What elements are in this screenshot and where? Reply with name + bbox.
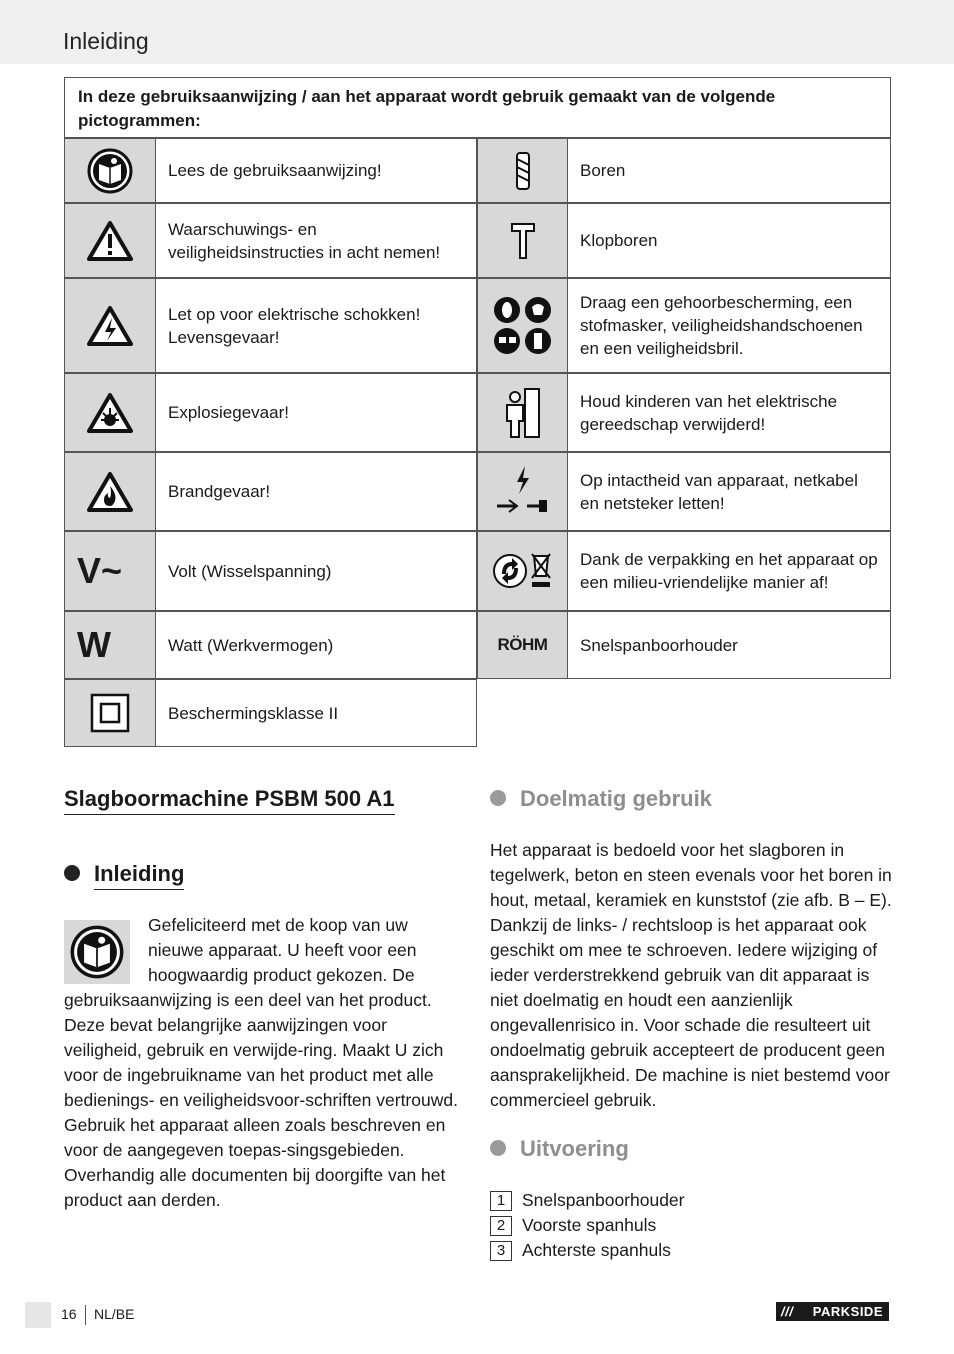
- table-row: [64, 452, 891, 531]
- divider: [85, 1305, 86, 1325]
- use-heading: Doelmatig gebruik: [490, 786, 712, 812]
- language-code: NL/BE: [94, 1306, 135, 1322]
- page-title: Inleiding: [63, 28, 149, 54]
- page-header: [0, 0, 954, 64]
- list-item: Dank de verpakking en het apparaat op een milieu-vriendelijke manier af!: [567, 531, 891, 611]
- electric-shock-icon: [64, 278, 156, 373]
- drill-bit-icon: [477, 138, 568, 203]
- list-item: Boren: [567, 138, 891, 203]
- protective-gear-icon: [477, 278, 568, 373]
- table-row: [64, 373, 891, 452]
- spec-list: [490, 1188, 685, 1263]
- list-item: Explosiegevaar!: [155, 373, 477, 452]
- brand-logo: /// PARKSIDE: [776, 1302, 889, 1321]
- table-row: [64, 531, 891, 611]
- list-item: Beschermingsklasse II: [155, 679, 477, 747]
- bullet-icon: [490, 1140, 506, 1156]
- list-item: 3 Achterste spanhuls: [490, 1238, 685, 1263]
- product-title: Slagboormachine PSBM 500 A1: [64, 786, 395, 812]
- table-row: [64, 138, 891, 203]
- footer-marker: [25, 1302, 51, 1328]
- page-number: 16: [61, 1306, 77, 1322]
- bullet-icon: [490, 790, 506, 806]
- list-item: Snelspanboorhouder: [567, 611, 891, 679]
- keep-children-away-icon: [477, 373, 568, 452]
- protection-class-ii-icon: [64, 679, 156, 747]
- hammer-icon: [477, 203, 568, 278]
- table-row: [64, 679, 891, 747]
- list-item: 1 Snelspanboorhouder: [490, 1188, 685, 1213]
- read-manual-icon: [64, 138, 156, 203]
- table-row: [64, 278, 891, 373]
- list-item: 2 Voorste spanhuls: [490, 1213, 685, 1238]
- fire-icon: [64, 452, 156, 531]
- recycling-icon: [477, 531, 568, 611]
- intro-heading: Inleiding: [64, 861, 184, 887]
- damaged-cable-icon: [477, 452, 568, 531]
- pictogram-table: [64, 77, 891, 747]
- spec-heading: Uitvoering: [490, 1136, 629, 1162]
- list-item: Watt (Werkvermogen): [155, 611, 477, 679]
- table-row: [64, 203, 891, 278]
- rohm-logo-icon: RÖHM: [477, 611, 568, 679]
- intro-text: Gefeliciteerd met de koop van uw nieuwe apparaat. U heeft voor een hoogwaardig product gekozen. De gebruiksaanwijzing is een deel van het product. Deze bevat belangrijke aanwijzingen voor veiligheid, gebruik en verwijde-ring. Maakt U zich voor de ingebruikname van het product met alle bedienings- en veiligheidsvoor-schriften vertrouwd. Gebruik het apparaat alleen zoals beschreven en voor de aangegeven toepas-singsgebieden. Overhandig alle documenten bij doorgifte van het product aan derden.: [64, 915, 458, 1210]
- list-item: Op intactheid van apparaat, netkabel en netsteker letten!: [567, 452, 891, 531]
- list-item: Let op voor elektrische schokken! Levensgevaar!: [155, 278, 477, 373]
- list-item: Brandgevaar!: [155, 452, 477, 531]
- list-item: Klopboren: [567, 203, 891, 278]
- list-item: Draag een gehoorbescherming, een stofmasker, veiligheidshandschoenen en een veiligheidsbril.: [567, 278, 891, 373]
- table-heading: In deze gebruiksaanwijzing / aan het apparaat wordt gebruik gemaakt van de volgende pictogrammen:: [64, 77, 891, 138]
- warning-triangle-icon: [64, 203, 156, 278]
- list-item: Waarschuwings- en veiligheidsinstructies in acht nemen!: [155, 203, 477, 278]
- volt-ac-icon: V~: [64, 531, 156, 611]
- list-item: Volt (Wisselspanning): [155, 531, 477, 611]
- table-row: [64, 611, 891, 679]
- use-text: Het apparaat is bedoeld voor het slagboren in tegelwerk, beton en steen evenals voor het boren in hout, metaal, keramiek en kunststof (zie afb. B – E). Dankzij de links- / rechtsloop is het apparaat ook geschikt om mee te schroeven. Iedere wijziging of ieder verderstrekkend gebruik van dit apparaat is niet doelmatig en houdt een aanzienlijk ongevallenrisico in. Voor schade die resulteert uit ondoelmatig gebruik accepteert de producent geen aansprakelijkheid. De machine is niet bestemd voor commercieel gebruik.: [490, 840, 892, 1110]
- list-item: Houd kinderen van het elektrische gereedschap verwijderd!: [567, 373, 891, 452]
- list-item: Lees de gebruiksaanwijzing!: [155, 138, 477, 203]
- watt-icon: W: [64, 611, 156, 679]
- bullet-icon: [64, 865, 80, 881]
- explosion-icon: [64, 373, 156, 452]
